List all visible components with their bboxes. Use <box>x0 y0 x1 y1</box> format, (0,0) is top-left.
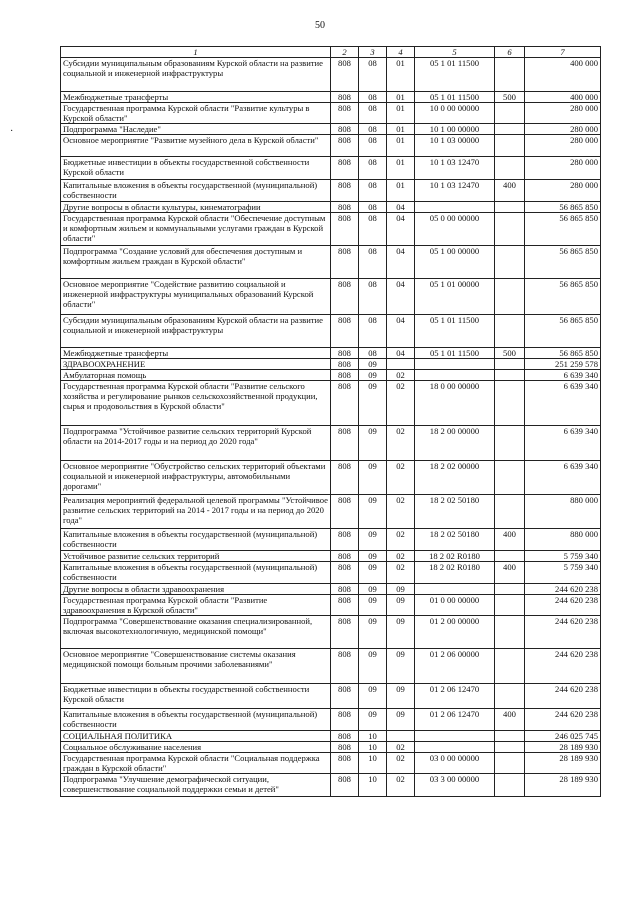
row-expense-type <box>495 279 525 315</box>
table-row <box>61 684 601 709</box>
row-ministry-code: 808 <box>331 202 359 213</box>
row-section-code: 08 <box>359 279 387 315</box>
row-name: Основное мероприятие "Обустройство сельских территорий объектами социальной и инженерной инфраструктуры, автомобильными дорогами" <box>61 461 331 495</box>
row-amount: 280 000 <box>525 180 601 202</box>
row-name: ЗДРАВООХРАНЕНИЕ <box>61 359 331 370</box>
row-subsection-code: 02 <box>387 529 415 551</box>
table-row <box>61 348 601 359</box>
row-ministry-code: 808 <box>331 58 359 92</box>
row-expense-type: 500 <box>495 348 525 359</box>
row-subsection-code: 04 <box>387 279 415 315</box>
row-target-code: 03 3 00 00000 <box>415 774 495 797</box>
row-subsection-code: 09 <box>387 649 415 684</box>
row-amount: 5 759 340 <box>525 551 601 562</box>
row-ministry-code: 808 <box>331 92 359 103</box>
row-name: Устойчивое развитие сельских территорий <box>61 551 331 562</box>
row-section-code: 10 <box>359 742 387 753</box>
row-section-code: 09 <box>359 649 387 684</box>
row-subsection-code: 02 <box>387 551 415 562</box>
row-expense-type <box>495 381 525 426</box>
row-ministry-code: 808 <box>331 709 359 731</box>
table-row <box>61 370 601 381</box>
row-target-code: 10 1 03 12470 <box>415 157 495 180</box>
row-name: Амбулаторная помощь <box>61 370 331 381</box>
table-row <box>61 649 601 684</box>
row-name: Подпрограмма "Улучшение демографической ситуации, совершенствование социальной поддержки семьи и детей" <box>61 774 331 797</box>
table-row <box>61 753 601 774</box>
header-col-5: 5 <box>415 47 495 58</box>
table-row <box>61 595 601 616</box>
row-subsection-code: 02 <box>387 742 415 753</box>
row-section-code: 09 <box>359 584 387 595</box>
row-ministry-code: 808 <box>331 359 359 370</box>
row-subsection-code: 01 <box>387 92 415 103</box>
row-section-code: 10 <box>359 753 387 774</box>
row-section-code: 08 <box>359 135 387 157</box>
row-ministry-code: 808 <box>331 551 359 562</box>
table-row <box>61 135 601 157</box>
table-row <box>61 616 601 649</box>
row-subsection-code: 02 <box>387 562 415 584</box>
row-expense-type <box>495 551 525 562</box>
row-subsection-code: 04 <box>387 202 415 213</box>
row-amount: 6 639 340 <box>525 426 601 461</box>
row-section-code: 08 <box>359 315 387 348</box>
row-ministry-code: 808 <box>331 742 359 753</box>
row-name: Субсидии муниципальным образованиям Курской области на развитие социальной и инженерной инфраструктуры <box>61 58 331 92</box>
row-target-code: 18 2 00 00000 <box>415 426 495 461</box>
table-row <box>61 157 601 180</box>
row-section-code: 09 <box>359 684 387 709</box>
row-target-code <box>415 202 495 213</box>
row-section-code: 08 <box>359 213 387 246</box>
header-col-2: 2 <box>331 47 359 58</box>
row-amount: 244 620 238 <box>525 616 601 649</box>
row-expense-type <box>495 213 525 246</box>
table-row <box>61 246 601 279</box>
row-section-code: 09 <box>359 461 387 495</box>
row-amount: 400 000 <box>525 92 601 103</box>
row-name: Подпрограмма "Совершенствование оказания специализированной, включая высокотехнологичную, медицинской помощи" <box>61 616 331 649</box>
row-expense-type <box>495 742 525 753</box>
header-col-3: 3 <box>359 47 387 58</box>
row-target-code: 10 1 00 00000 <box>415 124 495 135</box>
row-section-code: 08 <box>359 246 387 279</box>
row-subsection-code: 01 <box>387 157 415 180</box>
row-name: Капитальные вложения в объекты государственной (муниципальной) собственности <box>61 709 331 731</box>
row-section-code: 08 <box>359 92 387 103</box>
row-section-code: 09 <box>359 616 387 649</box>
row-target-code: 18 0 00 00000 <box>415 381 495 426</box>
row-section-code: 09 <box>359 426 387 461</box>
row-amount: 280 000 <box>525 124 601 135</box>
row-section-code: 09 <box>359 529 387 551</box>
row-section-code: 08 <box>359 58 387 92</box>
row-ministry-code: 808 <box>331 180 359 202</box>
table-row <box>61 359 601 370</box>
row-subsection-code: 02 <box>387 426 415 461</box>
row-amount: 6 639 340 <box>525 461 601 495</box>
row-name: Капитальные вложения в объекты государственной (муниципальной) собственности <box>61 529 331 551</box>
table-row <box>61 709 601 731</box>
row-ministry-code: 808 <box>331 616 359 649</box>
row-section-code: 09 <box>359 495 387 529</box>
row-subsection-code: 09 <box>387 616 415 649</box>
row-subsection-code: 02 <box>387 381 415 426</box>
row-name: Государственная программа Курской области "Социальная поддержка граждан в Курской области" <box>61 753 331 774</box>
budget-table <box>60 46 601 797</box>
row-amount: 6 639 340 <box>525 370 601 381</box>
header-col-4: 4 <box>387 47 415 58</box>
row-name: Межбюджетные трансферты <box>61 348 331 359</box>
row-amount: 244 620 238 <box>525 595 601 616</box>
header-row <box>61 47 601 58</box>
row-section-code: 08 <box>359 180 387 202</box>
row-name: Социальное обслуживание населения <box>61 742 331 753</box>
row-name: Другие вопросы в области культуры, кинематографии <box>61 202 331 213</box>
row-name: Реализация мероприятий федеральной целевой программы "Устойчивое развитие сельских территорий на 2014 - 2017 годы и на период до 2020 года" <box>61 495 331 529</box>
row-ministry-code: 808 <box>331 315 359 348</box>
row-amount: 56 865 850 <box>525 213 601 246</box>
row-name: Государственная программа Курской области "Развитие сельского хозяйства и регулирование рынков сельскохозяйственной продукции, сырья и продовольствия в Курской области" <box>61 381 331 426</box>
row-target-code: 01 2 06 12470 <box>415 684 495 709</box>
row-section-code: 08 <box>359 124 387 135</box>
row-subsection-code <box>387 359 415 370</box>
table-body <box>61 58 601 797</box>
row-section-code: 10 <box>359 774 387 797</box>
row-section-code: 09 <box>359 370 387 381</box>
row-subsection-code: 02 <box>387 461 415 495</box>
table-row <box>61 731 601 742</box>
row-expense-type <box>495 684 525 709</box>
row-expense-type <box>495 753 525 774</box>
row-ministry-code: 808 <box>331 135 359 157</box>
row-expense-type <box>495 58 525 92</box>
row-amount: 280 000 <box>525 135 601 157</box>
table-row <box>61 58 601 92</box>
row-expense-type <box>495 461 525 495</box>
row-section-code: 10 <box>359 731 387 742</box>
row-ministry-code: 808 <box>331 461 359 495</box>
row-ministry-code: 808 <box>331 381 359 426</box>
row-subsection-code: 02 <box>387 370 415 381</box>
row-expense-type: 400 <box>495 180 525 202</box>
row-target-code: 18 2 02 50180 <box>415 529 495 551</box>
row-subsection-code: 01 <box>387 124 415 135</box>
row-amount: 880 000 <box>525 529 601 551</box>
row-amount: 244 620 238 <box>525 684 601 709</box>
row-amount: 28 189 930 <box>525 742 601 753</box>
row-target-code: 05 1 01 11500 <box>415 315 495 348</box>
row-target-code: 10 1 03 12470 <box>415 180 495 202</box>
row-target-code: 05 1 01 11500 <box>415 58 495 92</box>
table-row <box>61 562 601 584</box>
header-col-6: 6 <box>495 47 525 58</box>
row-ministry-code: 808 <box>331 279 359 315</box>
row-ministry-code: 808 <box>331 103 359 124</box>
row-target-code: 05 1 00 00000 <box>415 246 495 279</box>
table-row <box>61 103 601 124</box>
row-name: Бюджетные инвестиции в объекты государственной собственности Курской области <box>61 684 331 709</box>
row-expense-type: 400 <box>495 709 525 731</box>
row-target-code: 10 1 03 00000 <box>415 135 495 157</box>
header-col-7: 7 <box>525 47 601 58</box>
header-col-1: 1 <box>61 47 331 58</box>
row-ministry-code: 808 <box>331 246 359 279</box>
table-row <box>61 774 601 797</box>
row-amount: 246 025 745 <box>525 731 601 742</box>
row-target-code <box>415 359 495 370</box>
row-name: Бюджетные инвестиции в объекты государственной собственности Курской области <box>61 157 331 180</box>
page-number: 50 <box>315 20 325 31</box>
row-amount: 56 865 850 <box>525 246 601 279</box>
table-row <box>61 495 601 529</box>
row-subsection-code: 04 <box>387 348 415 359</box>
row-expense-type <box>495 157 525 180</box>
row-expense-type: 500 <box>495 92 525 103</box>
row-target-code: 03 0 00 00000 <box>415 753 495 774</box>
row-name: СОЦИАЛЬНАЯ ПОЛИТИКА <box>61 731 331 742</box>
table-row <box>61 180 601 202</box>
row-expense-type <box>495 103 525 124</box>
row-expense-type <box>495 135 525 157</box>
row-ministry-code: 808 <box>331 584 359 595</box>
row-amount: 5 759 340 <box>525 562 601 584</box>
row-name: Подпрограмма "Наследие" <box>61 124 331 135</box>
row-expense-type <box>495 124 525 135</box>
row-target-code <box>415 731 495 742</box>
row-ministry-code: 808 <box>331 370 359 381</box>
row-section-code: 08 <box>359 202 387 213</box>
table-row <box>61 279 601 315</box>
row-subsection-code: 04 <box>387 315 415 348</box>
row-expense-type <box>495 495 525 529</box>
table-row <box>61 213 601 246</box>
row-name: Государственная программа Курской области "Развитие культуры в Курской области" <box>61 103 331 124</box>
row-target-code: 05 1 01 11500 <box>415 92 495 103</box>
row-section-code: 09 <box>359 359 387 370</box>
row-subsection-code: 09 <box>387 709 415 731</box>
row-expense-type <box>495 202 525 213</box>
row-amount: 244 620 238 <box>525 709 601 731</box>
row-target-code: 05 1 01 11500 <box>415 348 495 359</box>
row-amount: 6 639 340 <box>525 381 601 426</box>
row-name: Государственная программа Курской области "Обеспечение доступным и комфортным жильем и коммунальными услугами граждан в Курской области" <box>61 213 331 246</box>
table-row <box>61 381 601 426</box>
table-row <box>61 551 601 562</box>
row-expense-type: 400 <box>495 562 525 584</box>
row-ministry-code: 808 <box>331 684 359 709</box>
row-amount: 28 189 930 <box>525 774 601 797</box>
row-section-code: 09 <box>359 595 387 616</box>
row-section-code: 08 <box>359 348 387 359</box>
row-subsection-code: 01 <box>387 103 415 124</box>
row-target-code: 18 2 02 R0180 <box>415 562 495 584</box>
row-ministry-code: 808 <box>331 595 359 616</box>
row-ministry-code: 808 <box>331 753 359 774</box>
row-name: Подпрограмма "Устойчивое развитие сельских территорий Курской области на 2014-2017 годы и на период до 2020 года" <box>61 426 331 461</box>
table-row <box>61 315 601 348</box>
row-expense-type <box>495 731 525 742</box>
row-amount: 56 865 850 <box>525 348 601 359</box>
table-row <box>61 742 601 753</box>
table-row <box>61 584 601 595</box>
row-target-code: 10 0 00 00000 <box>415 103 495 124</box>
row-ministry-code: 808 <box>331 495 359 529</box>
row-expense-type <box>495 774 525 797</box>
row-expense-type <box>495 359 525 370</box>
row-name: Капитальные вложения в объекты государственной (муниципальной) собственности <box>61 180 331 202</box>
row-amount: 251 259 578 <box>525 359 601 370</box>
row-subsection-code: 09 <box>387 595 415 616</box>
row-target-code: 18 2 02 R0180 <box>415 551 495 562</box>
row-ministry-code: 808 <box>331 348 359 359</box>
row-ministry-code: 808 <box>331 649 359 684</box>
row-subsection-code: 01 <box>387 180 415 202</box>
row-name: Капитальные вложения в объекты государственной (муниципальной) собственности <box>61 562 331 584</box>
table-row <box>61 202 601 213</box>
row-ministry-code: 808 <box>331 157 359 180</box>
row-amount: 244 620 238 <box>525 584 601 595</box>
row-name: Подпрограмма "Создание условий для обеспечения доступным и комфортным жильем граждан в Курской области" <box>61 246 331 279</box>
row-ministry-code: 808 <box>331 731 359 742</box>
row-subsection-code: 04 <box>387 213 415 246</box>
row-target-code: 01 0 00 00000 <box>415 595 495 616</box>
row-name: Субсидии муниципальным образованиям Курской области на развитие социальной и инженерной инфраструктуры <box>61 315 331 348</box>
row-target-code: 01 2 06 00000 <box>415 649 495 684</box>
row-section-code: 09 <box>359 562 387 584</box>
row-target-code <box>415 584 495 595</box>
row-expense-type: 400 <box>495 529 525 551</box>
row-ministry-code: 808 <box>331 529 359 551</box>
row-expense-type <box>495 595 525 616</box>
row-ministry-code: 808 <box>331 124 359 135</box>
row-subsection-code <box>387 731 415 742</box>
row-amount: 56 865 850 <box>525 202 601 213</box>
row-ministry-code: 808 <box>331 426 359 461</box>
row-expense-type <box>495 370 525 381</box>
row-name: Другие вопросы в области здравоохранения <box>61 584 331 595</box>
table-row <box>61 92 601 103</box>
row-expense-type <box>495 584 525 595</box>
row-section-code: 09 <box>359 551 387 562</box>
row-amount: 280 000 <box>525 103 601 124</box>
row-section-code: 09 <box>359 709 387 731</box>
row-target-code: 01 2 00 00000 <box>415 616 495 649</box>
row-ministry-code: 808 <box>331 213 359 246</box>
row-target-code: 05 0 00 00000 <box>415 213 495 246</box>
row-subsection-code: 01 <box>387 58 415 92</box>
row-target-code: 05 1 01 00000 <box>415 279 495 315</box>
table-row <box>61 124 601 135</box>
table-row <box>61 461 601 495</box>
row-ministry-code: 808 <box>331 774 359 797</box>
row-target-code: 01 2 06 12470 <box>415 709 495 731</box>
row-name: Государственная программа Курской области "Развитие здравоохранения в Курской области" <box>61 595 331 616</box>
row-section-code: 09 <box>359 381 387 426</box>
row-subsection-code: 01 <box>387 135 415 157</box>
row-target-code: 18 2 02 50180 <box>415 495 495 529</box>
row-amount: 56 865 850 <box>525 279 601 315</box>
row-subsection-code: 09 <box>387 584 415 595</box>
row-expense-type <box>495 315 525 348</box>
row-subsection-code: 04 <box>387 246 415 279</box>
row-subsection-code: 02 <box>387 753 415 774</box>
row-subsection-code: 02 <box>387 495 415 529</box>
row-expense-type <box>495 649 525 684</box>
row-subsection-code: 09 <box>387 684 415 709</box>
row-name: Основное мероприятие "Совершенствование системы оказания медицинской помощи больным прочими заболеваниями" <box>61 649 331 684</box>
row-expense-type <box>495 426 525 461</box>
row-target-code <box>415 742 495 753</box>
row-amount: 244 620 238 <box>525 649 601 684</box>
row-section-code: 08 <box>359 103 387 124</box>
row-subsection-code: 02 <box>387 774 415 797</box>
row-expense-type <box>495 616 525 649</box>
row-amount: 56 865 850 <box>525 315 601 348</box>
row-name: Основное мероприятие "Развитие музейного дела в Курской области" <box>61 135 331 157</box>
row-amount: 400 000 <box>525 58 601 92</box>
row-amount: 28 189 930 <box>525 753 601 774</box>
row-section-code: 08 <box>359 157 387 180</box>
row-ministry-code: 808 <box>331 562 359 584</box>
row-name: Межбюджетные трансферты <box>61 92 331 103</box>
row-target-code: 18 2 02 00000 <box>415 461 495 495</box>
row-amount: 880 000 <box>525 495 601 529</box>
row-name: Основное мероприятие "Содействие развитию социальной и инженерной инфраструктуры муниципальных образований Курской области" <box>61 279 331 315</box>
row-expense-type <box>495 246 525 279</box>
row-target-code <box>415 370 495 381</box>
table-row <box>61 426 601 461</box>
margin-mark: · <box>10 126 14 137</box>
row-amount: 280 000 <box>525 157 601 180</box>
table-row <box>61 529 601 551</box>
